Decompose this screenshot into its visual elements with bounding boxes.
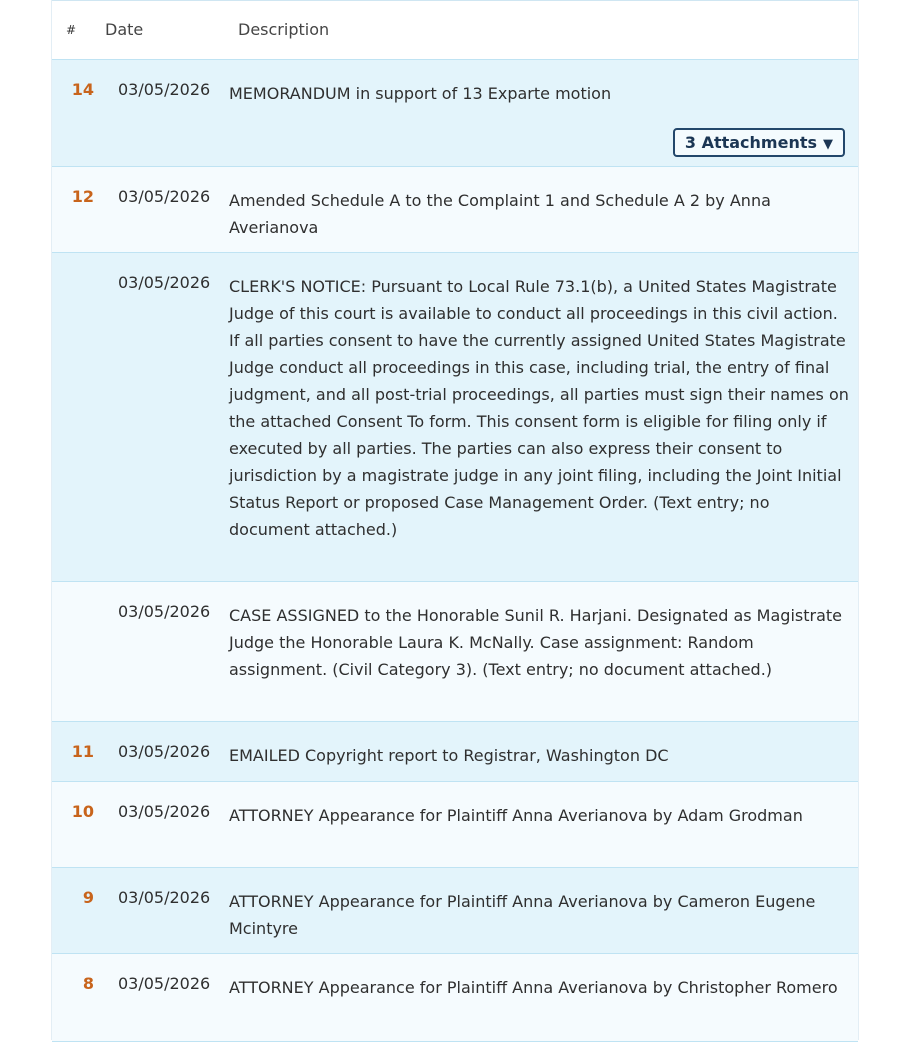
entry-date: 03/05/2026 bbox=[118, 187, 211, 206]
column-header-date: Date bbox=[105, 20, 144, 39]
entry-description: Amended Schedule A to the Complaint 1 and Schedule A 2 by Anna Averianova bbox=[229, 191, 771, 237]
column-header-number: # bbox=[66, 23, 77, 37]
entry-date: 03/05/2026 bbox=[118, 742, 211, 761]
caret-down-icon: ▼ bbox=[823, 137, 833, 152]
entry-description: CASE ASSIGNED to the Honorable Sunil R. Harjani. Designated as Magistrate Judge the Honorable Laura K. McNally. Case assignment: Random assignment. (Civil Category 3). (Text entry; no document attached.) bbox=[229, 606, 842, 679]
table-row bbox=[52, 582, 858, 722]
entry-date: 03/05/2026 bbox=[118, 80, 211, 99]
entry-number[interactable]: 12 bbox=[71, 187, 94, 206]
entry-number[interactable]: 8 bbox=[82, 974, 94, 993]
entry-date: 03/05/2026 bbox=[118, 888, 211, 907]
entry-date: 03/05/2026 bbox=[118, 802, 211, 821]
entry-description: MEMORANDUM in support of 13 Exparte motion bbox=[229, 84, 612, 103]
entry-description: ATTORNEY Appearance for Plaintiff Anna Averianova by Cameron Eugene Mcintyre bbox=[229, 892, 816, 938]
entry-number[interactable]: 14 bbox=[71, 80, 94, 99]
table-row bbox=[52, 954, 858, 1042]
attachments-button[interactable] bbox=[673, 128, 845, 157]
entry-number[interactable]: 10 bbox=[71, 802, 94, 821]
entry-number[interactable]: 9 bbox=[82, 888, 94, 907]
column-header-description: Description bbox=[238, 20, 330, 39]
entry-date: 03/05/2026 bbox=[118, 273, 211, 292]
table-row bbox=[52, 868, 858, 954]
attachments-label: 3 Attachments bbox=[684, 133, 817, 152]
entry-description: EMAILED Copyright report to Registrar, Washington DC bbox=[229, 746, 669, 765]
entry-number[interactable]: 11 bbox=[71, 742, 94, 761]
table-row bbox=[52, 253, 858, 582]
entry-date: 03/05/2026 bbox=[118, 602, 211, 621]
docket-table bbox=[51, 0, 859, 1040]
table-row bbox=[52, 60, 858, 167]
entry-description: ATTORNEY Appearance for Plaintiff Anna Averianova by Christopher Romero bbox=[229, 978, 838, 997]
entry-date: 03/05/2026 bbox=[118, 974, 211, 993]
table-row bbox=[52, 782, 858, 868]
entry-description: ATTORNEY Appearance for Plaintiff Anna Averianova by Adam Grodman bbox=[229, 806, 803, 825]
table-row bbox=[52, 167, 858, 253]
entry-description: CLERK'S NOTICE: Pursuant to Local Rule 73.1(b), a United States Magistrate Judge of this court is available to conduct all proceedings in this civil action. If all parties consent to have the currently assigned United States Magistrate Judge conduct all proceedings in this case, including trial, the entry of final judgment, and all post-trial proceedings, all parties must sign their names on the attached Consent To form. This consent form is eligible for filing only if executed by all parties. The parties can also express their consent to jurisdiction by a magistrate judge in any joint filing, including the Joint Initial Status Report or proposed Case Management Order. (Text entry; no document attached.) bbox=[229, 277, 849, 539]
table-header bbox=[52, 0, 858, 60]
table-row bbox=[52, 722, 858, 782]
